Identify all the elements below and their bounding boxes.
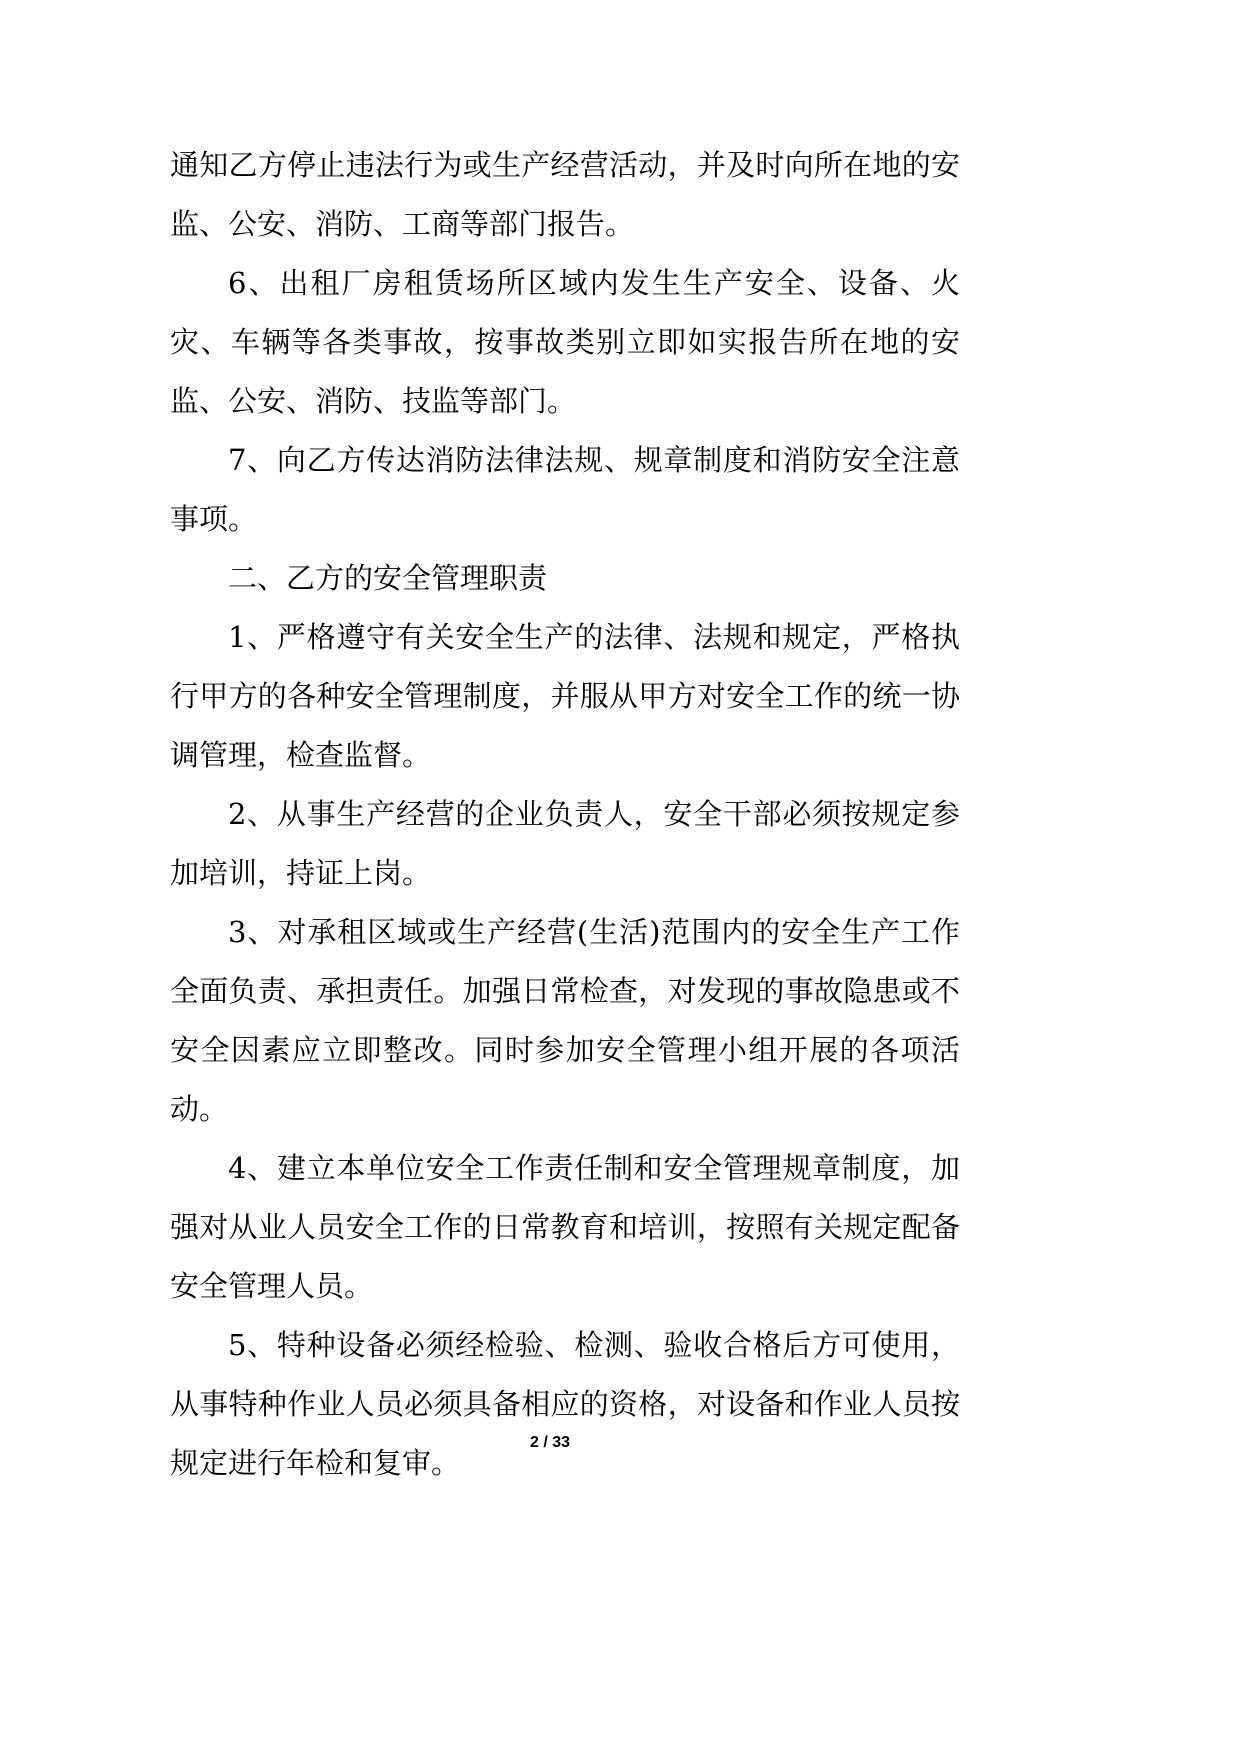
paragraph-continuation: 通知乙方停止违法行为或生产经营活动，并及时向所在地的安监、公安、消防、工商等部门报告。: [170, 148, 960, 241]
page-number: 2 / 33: [529, 1434, 571, 1451]
paragraph-party-b-item-5: 5、特种设备必须经检验、检测、验收合格后方可使用，从事特种作业人员必须具备相应的资格，对设备和作业人员按规定进行年检和复审。: [170, 1328, 960, 1480]
section-heading-party-b: 二、乙方的安全管理职责: [228, 561, 548, 595]
document-body: [170, 136, 960, 1493]
paragraph-party-b-item-2: 2、从事生产经营的企业负责人，安全干部必须按规定参加培训，持证上岗。: [170, 797, 960, 890]
paragraph-party-b-item-4: 4、建立本单位安全工作责任制和安全管理规章制度，加强对从业人员安全工作的日常教育和培训，按照有关规定配备安全管理人员。: [170, 1151, 960, 1303]
paragraph-item-6: 6、出租厂房租赁场所区域内发生生产安全、设备、火灾、车辆等各类事故，按事故类别立即如实报告所在地的安监、公安、消防、技监等部门。: [170, 266, 960, 418]
paragraph-party-b-item-3: 3、对承租区域或生产经营(生活)范围内的安全生产工作全面负责、承担责任。加强日常检查，对发现的事故隐患或不安全因素应立即整改。同时参加安全管理小组开展的各项活动。: [170, 915, 960, 1126]
paragraph-item-7: 7、向乙方传达消防法律法规、规章制度和消防安全注意事项。: [170, 443, 960, 536]
paragraph-party-b-item-1: 1、严格遵守有关安全生产的法律、法规和规定，严格执行甲方的各种安全管理制度，并服从甲方对安全工作的统一协调管理，检查监督。: [170, 620, 960, 772]
